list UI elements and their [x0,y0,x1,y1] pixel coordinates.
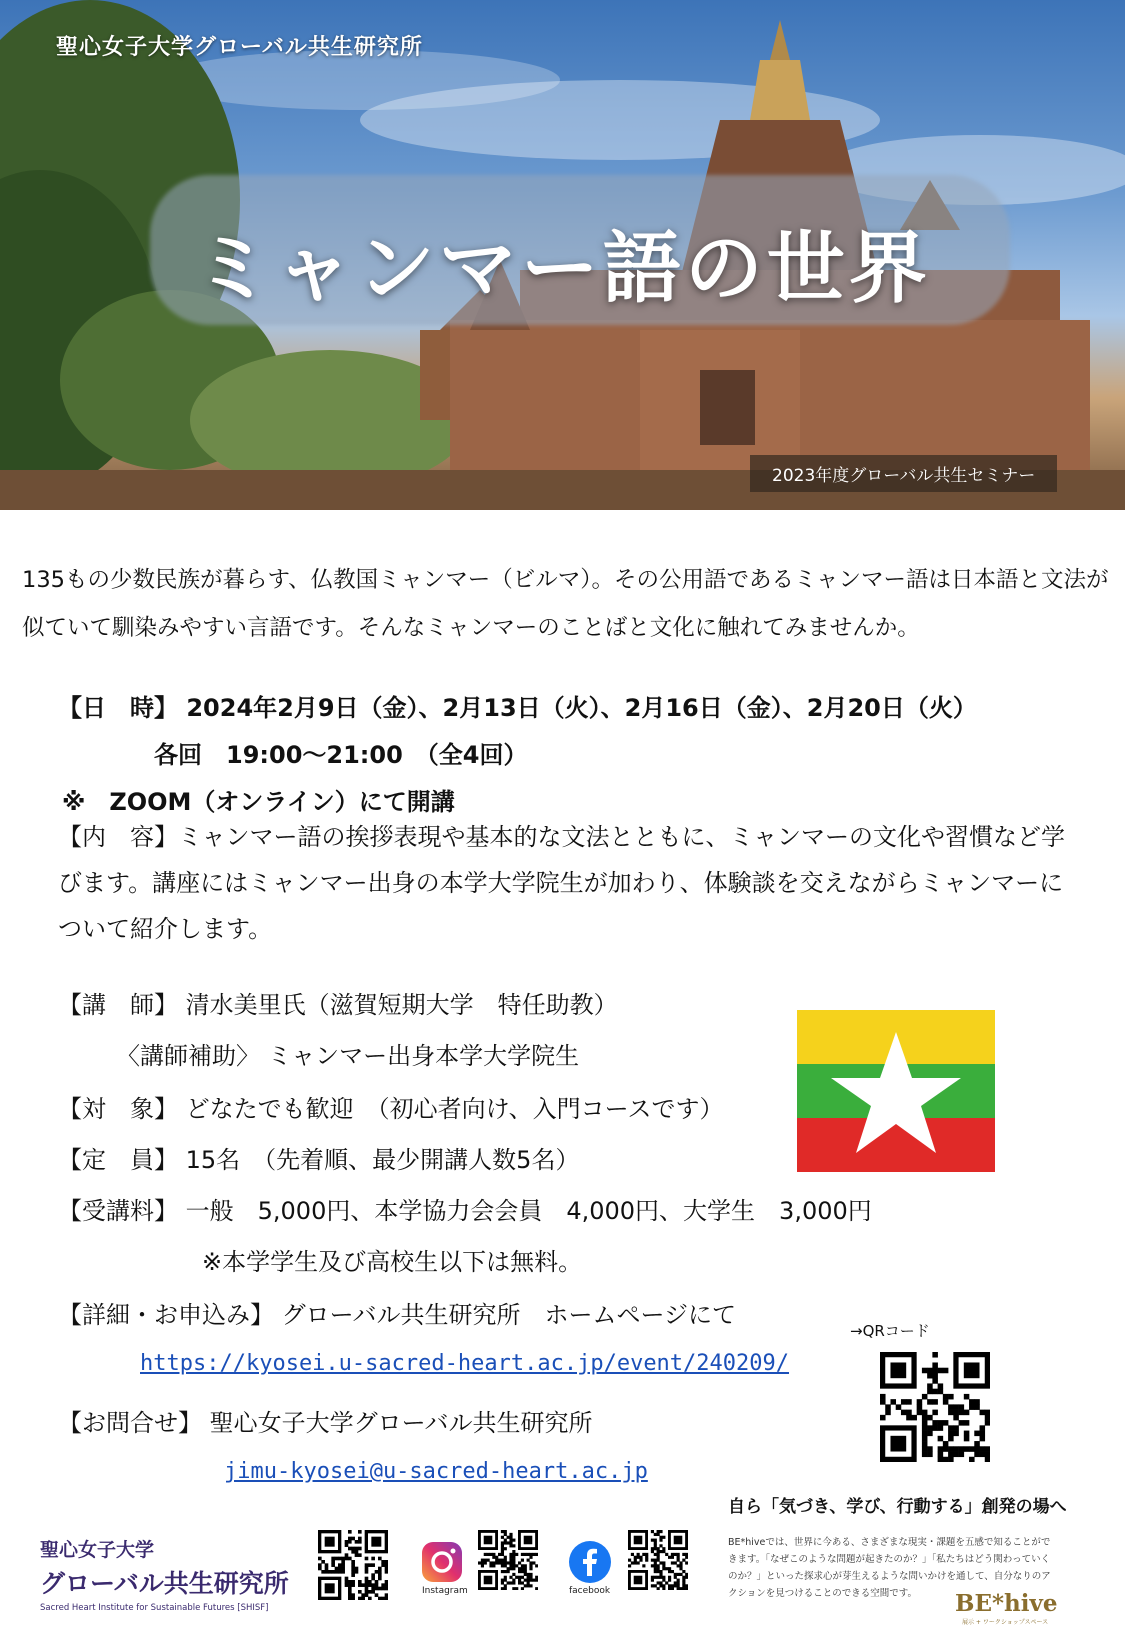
zoom-note: ※ ZOOM（オンライン）にて開講 [62,788,455,816]
behive-description: BE*hiveでは、世界に今ある、さまざまな現実・課題を五感で知ることができます。「なぜこのような問題が起きたのか？」「私たちはどう関わっていくのか？」といった探求心が芽生えるような問いかけを通して、自分なりのアクションを見つけることのできる空間です。 [728,1537,1051,1599]
fee-row [58,1191,872,1226]
qr-caption: →QRコード [850,1322,930,1340]
contact-email-link[interactable]: jimu-kyosei@u-sacred-heart.ac.jp [224,1459,648,1484]
brand-line2: グローバル共生研究所 [40,1569,289,1598]
apply-label: 【詳細・お申込み】 [58,1301,274,1329]
facebook-label: facebook [569,1586,611,1596]
target-value: どなたでも歓迎 （初心者向け、入門コースです） [185,1095,724,1123]
datetime-row [58,688,977,723]
behive-logo: BE*hive [955,1590,1058,1617]
qr-code-event[interactable] [880,1352,990,1462]
fee-label: 【受講料】 [58,1197,178,1225]
qr-code-institute[interactable] [318,1530,388,1600]
datetime-value: 2024年2月9日（金）、2月13日（火）、2月16日（金）、2月20日（火） [186,694,977,722]
qr-code-instagram[interactable] [478,1530,538,1590]
fee-value: 一般 5,000円、本学協力会会員 4,000円、大学生 3,000円 [185,1197,872,1225]
behive-title: 自ら「気づき、学び、行動する」創発の場へ [728,1497,1067,1517]
brand-line1: 聖心女子大学 [40,1539,155,1561]
hero-banner [0,0,1125,510]
apply-row [58,1295,736,1330]
content-label: 【内 容】 [58,823,178,851]
footer-brand [40,1535,310,1613]
intro-text: 135もの少数民族が暮らす、仏教国ミャンマー（ビルマ）。その公用語であるミャンマー語は日本語と文法が似ていて馴染みやすい言語です。そんなミャンマーのことばと文化に触れてみませんか。 [22,567,1109,641]
lecturer-label: 【講 師】 [58,991,178,1019]
capacity-row [58,1140,579,1175]
instagram-icon[interactable] [420,1540,464,1584]
content-row [58,814,1068,952]
datetime-time: 各回 19:00～21:00 （全4回） [154,741,528,769]
myanmar-flag-image [797,1010,995,1172]
brand-english: Sacred Heart Institute for Sustainable Futures [SHISF] [40,1603,269,1613]
lecturer-value: 清水美里氏（滋賀短期大学 特任助教） [185,991,618,1019]
datetime-label: 【日 時】 [58,694,178,722]
institute-name: 聖心女子大学グローバル共生研究所 [56,35,423,60]
target-row [58,1089,723,1124]
contact-row [58,1403,592,1438]
apply-value: グローバル共生研究所 ホームページにて [281,1301,736,1329]
contact-value: 聖心女子大学グローバル共生研究所 [209,1409,593,1437]
facebook-icon[interactable] [568,1540,612,1584]
instagram-label: Instagram [422,1586,468,1596]
assistant-row: 〈講師補助〉 ミャンマー出身本学大学院生 [116,1042,580,1070]
content-value: ミャンマー語の挨拶表現や基本的な文法とともに、ミャンマーの文化や習慣など学びます。講座にはミャンマー出身の本学大学院生が加わり、体験談を交えながらミャンマーについて紹介します。 [58,823,1066,943]
capacity-label: 【定 員】 [58,1146,178,1174]
target-label: 【対 象】 [58,1095,178,1123]
behive-subtitle: 展示 + ワークショップスペース [962,1619,1049,1626]
capacity-value: 15名 （先着順、最少開講人数5名） [185,1146,580,1174]
event-link[interactable]: https://kyosei.u-sacred-heart.ac.jp/event/240209/ [140,1351,790,1376]
qr-code-facebook[interactable] [628,1530,688,1590]
fee-note: ※本学学生及び高校生以下は無料。 [202,1248,583,1276]
page-title: ミャンマー語の世界 [194,224,931,314]
contact-label: 【お問合せ】 [58,1409,202,1437]
seminar-tag: 2023年度グローバル共生セミナー [750,455,1057,492]
lecturer-row [58,985,618,1020]
